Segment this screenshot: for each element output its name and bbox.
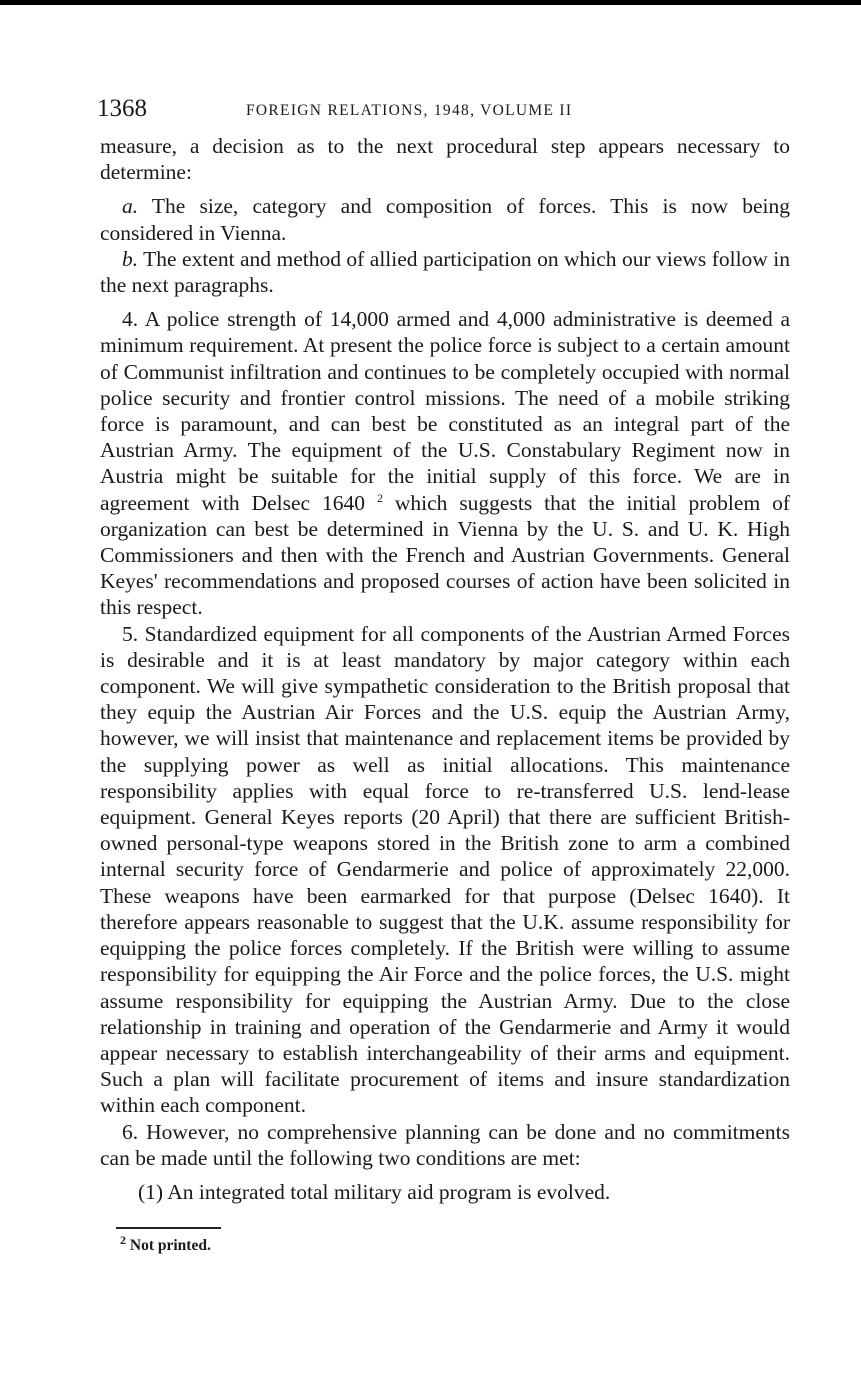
page-number: 1368 [97, 95, 147, 122]
paragraph-4 [100, 306, 790, 620]
item-a [100, 193, 790, 245]
paragraph-4-rest: which suggests that the initial problem of organization can best be determined in Vienna by the U. S. and U. K. High Commissioners and then with the French and Austrian Governments. General Keyes' recommendations and proposed courses of action have been solicited in this respect. [100, 490, 791, 620]
footnote-reference: 2 [376, 490, 383, 505]
page-header [97, 95, 790, 129]
item-b [100, 246, 790, 298]
list-item-1: (1) An integrated total military aid program is evolved. [138, 1179, 611, 1204]
item-a-letter: a. [122, 194, 139, 219]
item-b-text: The extent and method of allied participation on which our views follow in the next paragraphs. [100, 246, 790, 298]
footnote-rule [116, 1227, 221, 1229]
item-b-letter: b. [122, 246, 139, 271]
running-head: FOREIGN RELATIONS, 1948, VOLUME II [246, 102, 573, 119]
intro-paragraph: measure, a decision as to the next procedural step appears necessary to determine: [100, 134, 790, 185]
footnote-text: Not printed. [126, 1237, 211, 1255]
item-a-text: The size, category and composition of forces. This is now being considered in Vienna. [100, 194, 790, 245]
footnote-marker: 2 [120, 1232, 126, 1247]
document-page [97, 95, 791, 1255]
page-top-edge [0, 0, 861, 5]
footnote [120, 1232, 790, 1255]
paragraph-4-text: 4. A police strength of 14,000 armed and 4,000 administrative is deemed a minimum requirement. At present the police force is subject to a certain amount of Communist infiltration and continues to be completely occupied with normal police security and frontier control missions. The need of a mobile striking force is paramount, and can best be constituted as an integral part of the Austrian Army. The equipment of the U.S. Constabulary Regiment now in Austria might be suitable for the initial supply of this force. We are in agreement with Delsec 1640 [100, 307, 790, 515]
paragraph-5: 5. Standardized equipment for all components of the Austrian Armed Forces is desirable and it is at least mandatory by major category within each component. We will give sympathetic consideration to the British proposal that they equip the Austrian Air Forces and the U.S. equip the Austrian Army, however, we will insist that maintenance and replacement items be provided by the supplying power as well as initial allocations. This maintenance responsibility applies with equal force to re-transferred U.S. lend-lease equipment. General Keyes reports (20 April) that there are sufficient British-owned personal-type weapons stored in the British zone to arm a combined internal security force of Gendarmerie and police of approximately 22,000. These weapons have been earmarked for that purpose (Delsec 1640). It therefore appears reasonable to suggest that the U.K. assume responsibility for equipping the police forces completely. If the British were willing to assume responsibility for equipping the Air Force and the police forces, the U.S. might assume responsibility for equipping the Austrian Army. Due to the close relationship in training and operation of the Gendarmerie and Army it would appear necessary to establish interchangeability of their arms and equipment. Such a plan will facilitate procurement of items and insure standardization within each component. [100, 621, 790, 1118]
paragraph-6: 6. However, no comprehensive planning can be done and no commitments can be made until the following two conditions are met: [100, 1119, 790, 1170]
